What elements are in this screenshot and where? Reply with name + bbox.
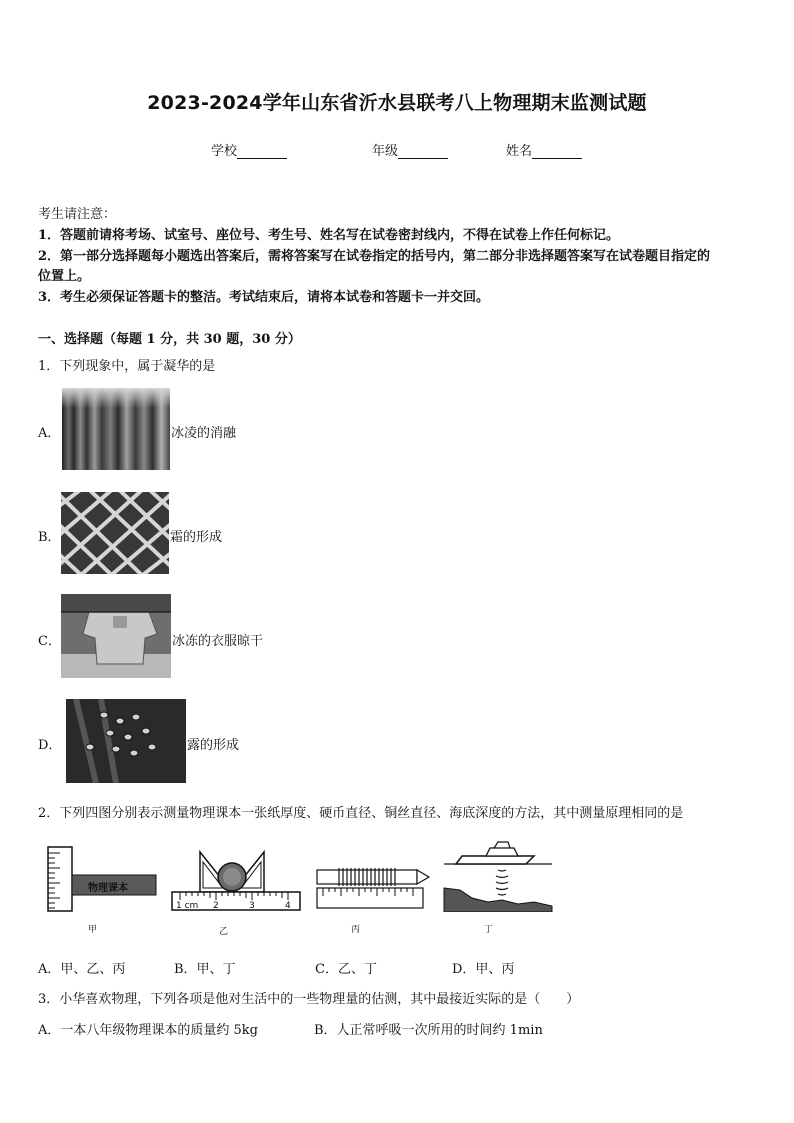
notice-item-3: 3．考生必须保证答题卡的整洁。考试结束后，请将本试卷和答题卡一并交回。: [38, 290, 490, 305]
figure-book-label: 物理课本: [88, 883, 128, 894]
q1-option-b-letter[interactable]: B．: [38, 530, 61, 545]
caption-bing: 丙: [351, 925, 361, 935]
q2-option-d[interactable]: D．甲、丙: [452, 962, 515, 977]
q1-option-d-text: 露的形成: [187, 738, 240, 753]
q1-option-a-letter[interactable]: A．: [38, 426, 61, 441]
name-field[interactable]: [506, 140, 582, 159]
figure-bing-wire-pencil: [315, 860, 433, 912]
q1-option-a-text: 冰凌的消融: [171, 426, 237, 441]
page-title: 2023-2024学年山东省沂水县联考八上物理期末监测试题: [147, 92, 647, 114]
notice-heading: 考生请注意：: [38, 207, 117, 222]
school-label: 学校: [211, 144, 238, 159]
frost-net-photo: [61, 492, 169, 574]
caption-yi: 乙: [219, 927, 229, 937]
dew-drops-photo: [66, 699, 186, 783]
ruler-tick-2: 2: [213, 901, 219, 911]
q1-option-b-text: 霜的形成: [170, 530, 223, 545]
q1-option-c-text: 冰冻的衣服晾干: [172, 634, 264, 649]
q1-stem: 1．下列现象中，属于凝华的是: [38, 359, 216, 374]
q3-stem: 3．小华喜欢物理，下列各项是他对生活中的一些物理量的估测，其中最接近实际的是（ ）: [38, 992, 580, 1007]
q1-option-d-letter[interactable]: D．: [38, 738, 62, 753]
ruler-tick-4: 4: [285, 901, 291, 911]
grade-label: 年级: [372, 144, 399, 159]
q2-option-c[interactable]: C．乙、丁: [315, 962, 377, 977]
q3-option-b[interactable]: B．人正常呼吸一次所用的时间约 1min: [314, 1023, 543, 1038]
notice-item-2-cont: 位置上。: [38, 269, 91, 284]
q2-stem: 2．下列四图分别表示测量物理课本一张纸厚度、硬币直径、铜丝直径、海底深度的方法，其中测量原理相同的是: [38, 806, 684, 821]
figure-ding-ship-sonar: [442, 840, 554, 912]
q3-option-a[interactable]: A．一本八年级物理课本的质量约 5kg: [38, 1023, 258, 1038]
notice-item-2: 2．第一部分选择题每小题选出答案后，需将答案写在试卷指定的括号内，第二部分非选择题答案写在试卷题目指定的: [38, 249, 711, 264]
q2-option-b[interactable]: B．甲、丁: [174, 962, 236, 977]
name-label: 姓名: [506, 144, 533, 159]
ruler-tick-3: 3: [249, 901, 255, 911]
q1-option-c-letter[interactable]: C．: [38, 634, 61, 649]
ruler-tick-1: 1 cm: [176, 901, 199, 911]
caption-jia: 甲: [88, 925, 98, 935]
school-field[interactable]: [211, 140, 287, 159]
frozen-clothes-photo: [61, 594, 171, 678]
icicles-photo: [62, 388, 170, 470]
q2-option-a[interactable]: A．甲、乙、丙: [38, 962, 126, 977]
grade-field[interactable]: [372, 140, 448, 159]
section-heading: 一、选择题（每题 1 分，共 30 题，30 分）: [38, 332, 301, 347]
caption-ding: 丁: [484, 925, 494, 935]
notice-item-1: 1．答题前请将考场、试室号、座位号、考生号、姓名写在试卷密封线内，不得在试卷上作任何标记。: [38, 228, 620, 243]
